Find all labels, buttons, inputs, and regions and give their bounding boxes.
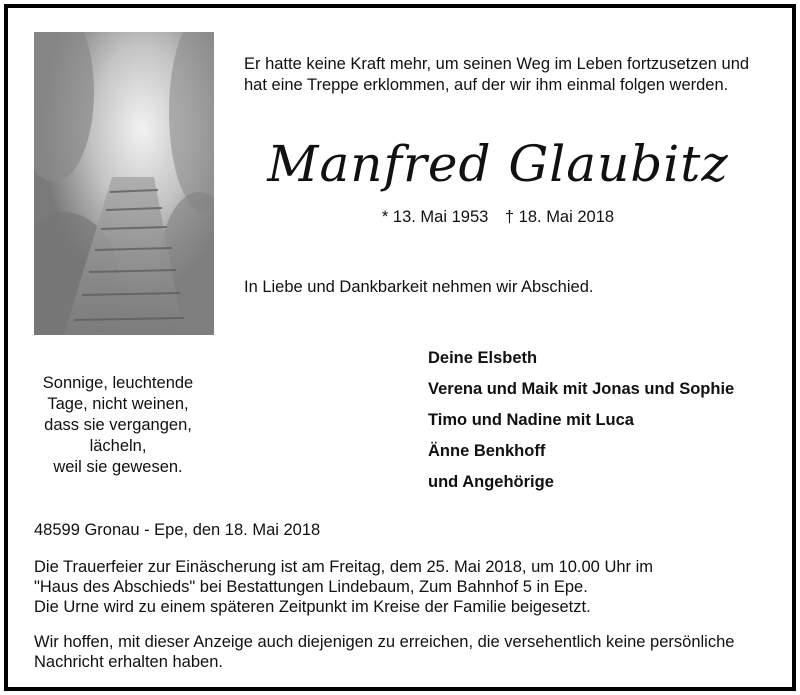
deceased-name: Manfred Glaubitz — [267, 135, 729, 193]
quote-line: hat eine Treppe erklommen, auf der wir ihm einmal folgen werden. — [244, 76, 729, 94]
service-line: Die Trauerfeier zur Einäscherung ist am Freitag, dem 25. Mai 2018, um 10.00 Uhr im — [34, 558, 654, 576]
poem-line: Tage, nicht weinen, — [47, 395, 189, 413]
quote — [244, 54, 784, 96]
quote-line: Er hatte keine Kraft mehr, um seinen Weg im Leben fortzusetzen und — [244, 55, 750, 73]
closing-line: Wir hoffen, mit dieser Anzeige auch diejenigen zu erreichen, die versehentlich keine persönliche — [34, 633, 735, 651]
birth-date: * 13. Mai 1953 — [381, 208, 489, 226]
obituary-notice — [4, 4, 796, 691]
mourner-name: Änne Benkhoff — [428, 442, 546, 460]
life-dates — [168, 208, 800, 227]
service-line: "Haus des Abschieds" bei Bestattungen Lindebaum, Zum Bahnhof 5 in Epe. — [34, 578, 588, 596]
mourners-list — [428, 343, 734, 498]
service-line: Die Urne wird zu einem späteren Zeitpunkt im Kreise der Familie beigesetzt. — [34, 598, 591, 616]
funeral-service-info — [34, 557, 653, 617]
place-date: 48599 Gronau - Epe, den 18. Mai 2018 — [34, 521, 321, 539]
farewell-line: In Liebe und Dankbarkeit nehmen wir Abschied. — [244, 278, 594, 296]
poem-line: weil sie gewesen. — [53, 458, 183, 476]
mourner-name: Timo und Nadine mit Luca — [428, 411, 634, 429]
poem-line: lächeln, — [89, 437, 147, 455]
poem-line: dass sie vergangen, — [44, 416, 192, 434]
mourner-name: Verena und Maik mit Jonas und Sophie — [428, 380, 735, 398]
closing-note — [34, 632, 734, 672]
mourner-name: Deine Elsbeth — [428, 349, 538, 367]
death-date: † 18. Mai 2018 — [504, 208, 615, 226]
poem — [18, 373, 218, 478]
closing-line: Nachricht erhalten haben. — [34, 653, 223, 671]
poem-line: Sonnige, leuchtende — [42, 374, 194, 392]
mourner-name: und Angehörige — [428, 473, 554, 491]
